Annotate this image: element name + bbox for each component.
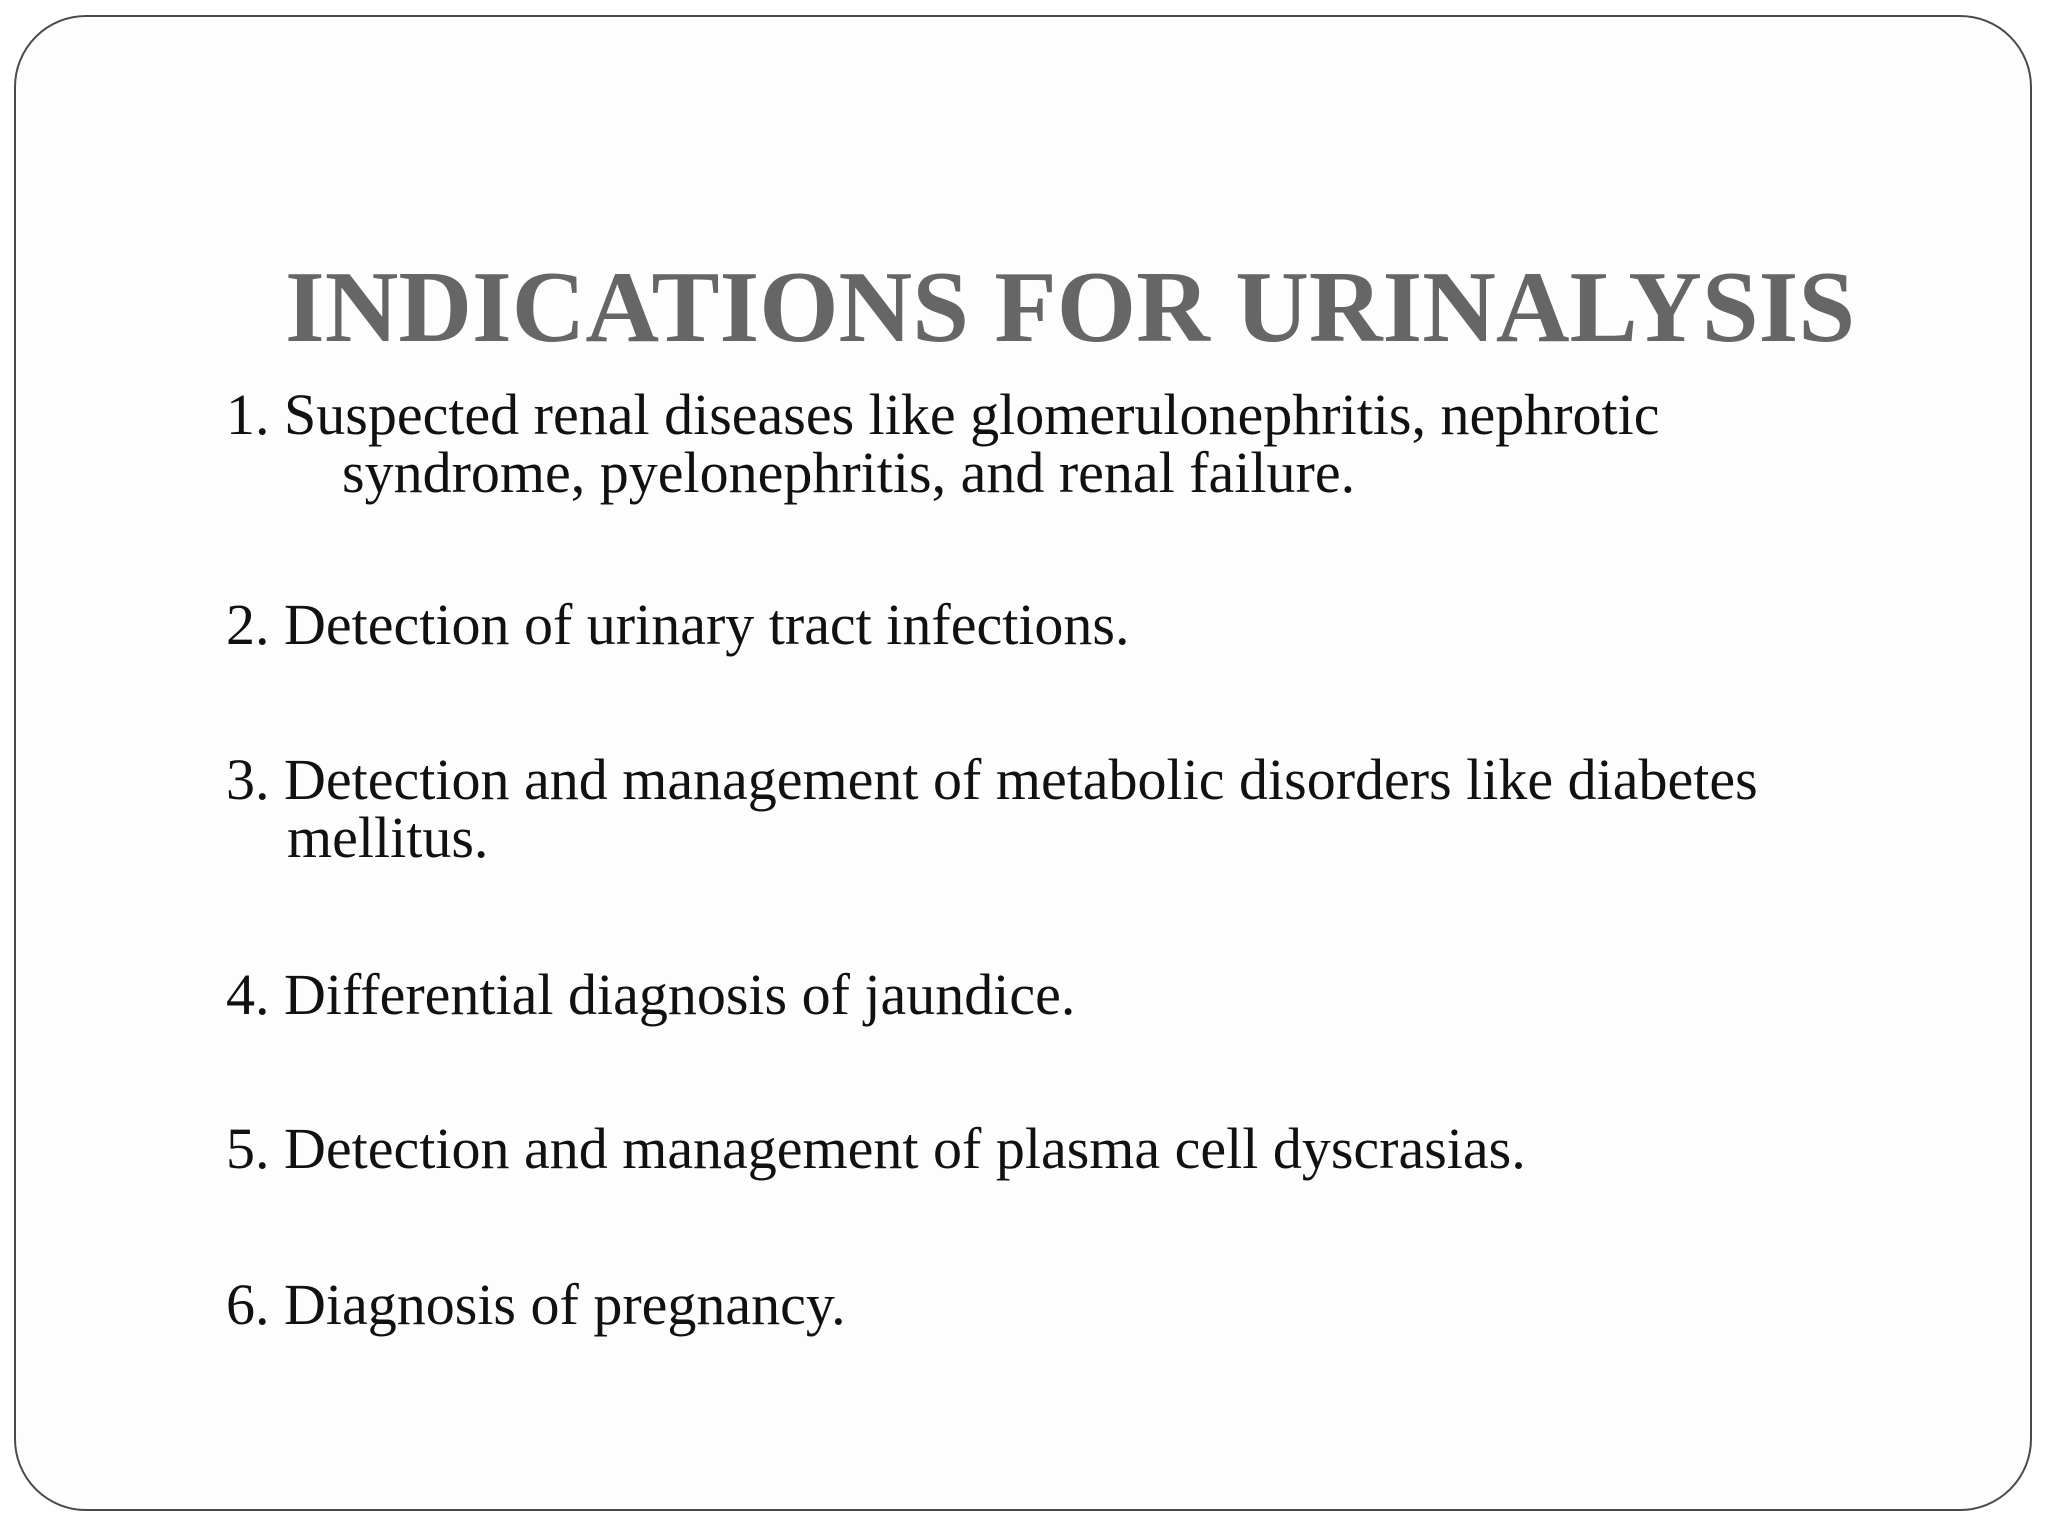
list-item bbox=[226, 592, 1926, 657]
list-item-line: 2. Detection of urinary tract infections. bbox=[226, 592, 1130, 657]
list-item-line: 1. Suspected renal diseases like glomerulonephritis, nephrotic bbox=[226, 382, 1660, 447]
list-item-line: 3. Detection and management of metabolic disorders like diabetes bbox=[226, 747, 1758, 812]
list-item-continuation: syndrome, pyelonephritis, and renal failure. bbox=[342, 440, 1356, 505]
list-item-line: 4. Differential diagnosis of jaundice. bbox=[226, 962, 1076, 1027]
list-item bbox=[226, 1272, 1926, 1337]
list-item bbox=[226, 382, 1926, 505]
list-item-line: 6. Diagnosis of pregnancy. bbox=[226, 1272, 846, 1337]
slide-title: INDICATIONS FOR URINALYSIS bbox=[285, 251, 1856, 365]
list-item bbox=[226, 747, 1926, 870]
list-item bbox=[226, 1116, 1926, 1181]
list-item bbox=[226, 962, 1926, 1027]
list-item-continuation: mellitus. bbox=[287, 805, 489, 870]
list-item-line: 5. Detection and management of plasma cell dyscrasias. bbox=[226, 1116, 1526, 1181]
